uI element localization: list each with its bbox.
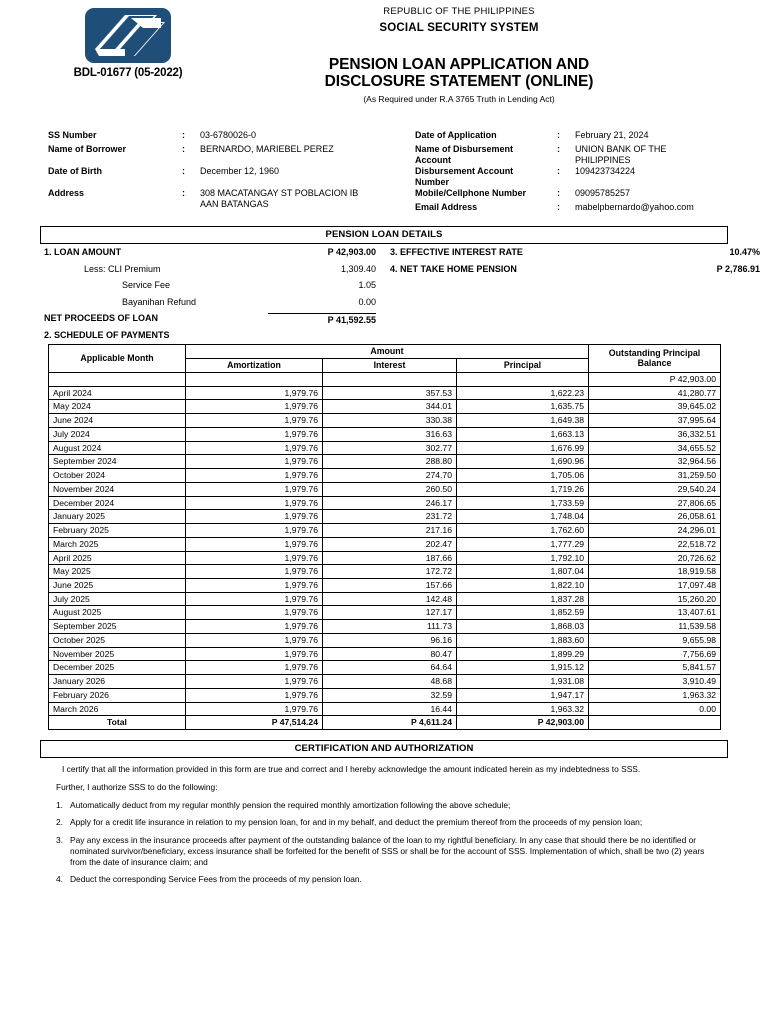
info-label: Name of Disbursement Account bbox=[415, 144, 514, 165]
cell-principal: 1,762.60 bbox=[457, 524, 589, 538]
cell-interest: 260.50 bbox=[323, 482, 457, 496]
sss-logo-icon bbox=[85, 8, 171, 63]
cell-balance: 11,539.58 bbox=[589, 620, 721, 634]
table-row bbox=[49, 510, 721, 524]
certification-header: CERTIFICATION AND AUTHORIZATION bbox=[40, 740, 728, 758]
cell-balance: 26,058.61 bbox=[589, 510, 721, 524]
table-row bbox=[49, 606, 721, 620]
cell-month: August 2025 bbox=[49, 606, 186, 620]
cell-month: November 2024 bbox=[49, 482, 186, 496]
cell-principal: 1,748.04 bbox=[457, 510, 589, 524]
cell-principal: 1,690.96 bbox=[457, 455, 589, 469]
table-row bbox=[49, 386, 721, 400]
cell-month: October 2024 bbox=[49, 469, 186, 483]
certification-item-number: 3. bbox=[56, 835, 63, 846]
info-value: 09095785257 bbox=[575, 188, 631, 198]
info-value: mabelpbernardo@yahoo.com bbox=[575, 202, 694, 212]
certification-paragraph-2: Further, I authorize SSS to do the following: bbox=[56, 781, 218, 792]
info-value: 109423734224 bbox=[575, 166, 636, 176]
cell-amortization: 1,979.76 bbox=[186, 469, 323, 483]
cell-month: February 2025 bbox=[49, 524, 186, 538]
opening-amortization-cell bbox=[186, 372, 323, 386]
cell-balance: 29,540.24 bbox=[589, 482, 721, 496]
table-row bbox=[49, 647, 721, 661]
cell-principal: 1,852.59 bbox=[457, 606, 589, 620]
loan-detail-row bbox=[44, 264, 376, 281]
table-row bbox=[49, 578, 721, 592]
cell-interest: 231.72 bbox=[323, 510, 457, 524]
cell-amortization: 1,979.76 bbox=[186, 441, 323, 455]
schedule-table-head bbox=[49, 345, 721, 373]
table-row bbox=[49, 482, 721, 496]
cell-month: September 2024 bbox=[49, 455, 186, 469]
cell-principal: 1,837.28 bbox=[457, 592, 589, 606]
info-colon: : bbox=[182, 130, 185, 140]
cell-interest: 16.44 bbox=[323, 702, 457, 716]
cell-principal: 1,883.60 bbox=[457, 633, 589, 647]
cell-balance: 41,280.77 bbox=[589, 386, 721, 400]
loan-detail-label: NET PROCEEDS OF LOAN bbox=[44, 313, 159, 323]
th-outstanding-balance bbox=[589, 345, 721, 373]
cell-interest: 344.01 bbox=[323, 400, 457, 414]
certification-item-text: Automatically deduct from my regular monthly pension the required monthly amortization following the above schedule; bbox=[70, 799, 511, 810]
document-title-line2: DISCLOSURE STATEMENT (ONLINE) bbox=[324, 73, 594, 91]
loan-detail-value: 1,309.40 bbox=[340, 263, 376, 274]
cell-amortization: 1,979.76 bbox=[186, 647, 323, 661]
cell-principal: 1,807.04 bbox=[457, 565, 589, 579]
table-row bbox=[49, 524, 721, 538]
cell-interest: 172.72 bbox=[323, 565, 457, 579]
info-value: BERNARDO, MARIEBEL PEREZ bbox=[200, 144, 334, 154]
loan-details-right bbox=[390, 247, 760, 280]
loan-detail-row bbox=[44, 297, 376, 314]
loan-detail-label: 4. NET TAKE HOME PENSION bbox=[390, 263, 517, 274]
total-label-cell: Total bbox=[49, 716, 186, 730]
opening-balance-row bbox=[49, 372, 721, 386]
th-principal: Principal bbox=[457, 358, 589, 372]
cell-month: November 2025 bbox=[49, 647, 186, 661]
cell-month: September 2025 bbox=[49, 620, 186, 634]
agency-name: SOCIAL SECURITY SYSTEM bbox=[379, 22, 539, 34]
cell-month: April 2025 bbox=[49, 551, 186, 565]
table-row bbox=[49, 551, 721, 565]
info-colon: : bbox=[182, 144, 185, 154]
cell-principal: 1,792.10 bbox=[457, 551, 589, 565]
th-balance-line1: Outstanding Principal bbox=[608, 347, 701, 358]
certification-item bbox=[46, 835, 720, 867]
cell-amortization: 1,979.76 bbox=[186, 688, 323, 702]
cell-interest: 246.17 bbox=[323, 496, 457, 510]
cell-balance: 0.00 bbox=[589, 702, 721, 716]
th-amount-group: Amount bbox=[186, 345, 589, 359]
cell-interest: 157.66 bbox=[323, 578, 457, 592]
cell-principal: 1,931.08 bbox=[457, 675, 589, 689]
opening-principal-cell bbox=[457, 372, 589, 386]
cell-balance: 20,726.62 bbox=[589, 551, 721, 565]
loan-detail-value: P 42,903.00 bbox=[327, 247, 376, 257]
cell-interest: 274.70 bbox=[323, 469, 457, 483]
pension-loan-details-header: PENSION LOAN DETAILS bbox=[40, 226, 728, 244]
cell-principal: 1,649.38 bbox=[457, 414, 589, 428]
cell-interest: 111.73 bbox=[323, 620, 457, 634]
certification-item bbox=[46, 817, 720, 828]
table-row bbox=[49, 565, 721, 579]
total-balance-cell bbox=[589, 716, 721, 730]
loan-detail-label: 1. LOAN AMOUNT bbox=[44, 247, 122, 257]
cell-interest: 316.63 bbox=[323, 427, 457, 441]
cell-amortization: 1,979.76 bbox=[186, 455, 323, 469]
table-row bbox=[49, 702, 721, 716]
cell-amortization: 1,979.76 bbox=[186, 414, 323, 428]
certification-item-text: Deduct the corresponding Service Fees from the proceeds of my pension loan. bbox=[70, 874, 362, 885]
info-value: 308 MACATANGAY ST POBLACION IB AAN BATANGAS bbox=[200, 188, 359, 209]
cell-interest: 288.80 bbox=[323, 455, 457, 469]
loan-detail-value: P 41,592.55 bbox=[268, 313, 376, 325]
cell-balance: 31,259.50 bbox=[589, 469, 721, 483]
cell-principal: 1,635.75 bbox=[457, 400, 589, 414]
cell-interest: 302.77 bbox=[323, 441, 457, 455]
form-number: BDL-01677 (05-2022) bbox=[73, 67, 183, 79]
document-title bbox=[190, 56, 728, 91]
loan-detail-value: 1.05 bbox=[358, 280, 376, 290]
info-label: Date of Application bbox=[415, 130, 497, 140]
cell-balance: 7,756.69 bbox=[589, 647, 721, 661]
cell-month: December 2025 bbox=[49, 661, 186, 675]
info-value: UNION BANK OF THE PHILIPPINES bbox=[575, 144, 667, 165]
info-label: Disbursement Account Number bbox=[415, 166, 514, 187]
cell-balance: 1,963.32 bbox=[589, 688, 721, 702]
cell-balance: 18,919.58 bbox=[589, 565, 721, 579]
cell-month: January 2026 bbox=[49, 675, 186, 689]
cell-month: June 2024 bbox=[49, 414, 186, 428]
loan-detail-row bbox=[44, 247, 376, 264]
cell-amortization: 1,979.76 bbox=[186, 675, 323, 689]
cell-amortization: 1,979.76 bbox=[186, 702, 323, 716]
cell-amortization: 1,979.76 bbox=[186, 537, 323, 551]
table-row bbox=[49, 414, 721, 428]
th-balance-line2: Balance bbox=[637, 358, 672, 369]
loan-details-block bbox=[40, 247, 760, 329]
cell-principal: 1,705.06 bbox=[457, 469, 589, 483]
cell-amortization: 1,979.76 bbox=[186, 565, 323, 579]
loan-detail-value: 10.47% bbox=[729, 247, 760, 257]
certification-item-number: 2. bbox=[56, 817, 63, 828]
loan-detail-label: Less: CLI Premium bbox=[84, 263, 161, 274]
certification-block bbox=[40, 740, 728, 885]
schedule-of-payments-table bbox=[48, 344, 721, 730]
loan-detail-row bbox=[44, 313, 376, 330]
table-row bbox=[49, 400, 721, 414]
table-header-row-1 bbox=[49, 345, 721, 359]
certification-item-text: Pay any excess in the insurance proceeds after payment of the outstanding balance of the loan to my rightful beneficiary. In any case that should there be no identified or nominated survivor/beneficiary, excess insurance shall be forfeited for the benefit of SSS or shall be for the account of SSS. Implementation of which, shall be two (2) years from the date of insurance claim; and bbox=[70, 835, 705, 867]
cell-balance: 5,841.57 bbox=[589, 661, 721, 675]
cell-month: March 2025 bbox=[49, 537, 186, 551]
cell-interest: 32.59 bbox=[323, 688, 457, 702]
schedule-of-payments-label: 2. SCHEDULE OF PAYMENTS bbox=[44, 330, 170, 340]
opening-interest-cell bbox=[323, 372, 457, 386]
table-row bbox=[49, 620, 721, 634]
cell-month: October 2025 bbox=[49, 633, 186, 647]
cell-balance: 37,995.64 bbox=[589, 414, 721, 428]
total-principal-cell: P 42,903.00 bbox=[457, 716, 589, 730]
cell-balance: 9,655.98 bbox=[589, 633, 721, 647]
document-subtitle: (As Required under R.A 3765 Truth in Lending Act) bbox=[363, 93, 555, 104]
cell-balance: 39,645.02 bbox=[589, 400, 721, 414]
document-title-line1: PENSION LOAN APPLICATION AND bbox=[328, 56, 590, 73]
certification-body bbox=[40, 764, 728, 885]
cell-amortization: 1,979.76 bbox=[186, 496, 323, 510]
cell-balance: 34,655.52 bbox=[589, 441, 721, 455]
cell-month: August 2024 bbox=[49, 441, 186, 455]
info-colon: : bbox=[182, 188, 185, 198]
loan-details-left bbox=[44, 247, 376, 330]
info-value: February 21, 2024 bbox=[575, 130, 649, 140]
info-label: Date of Birth bbox=[48, 166, 102, 176]
cell-amortization: 1,979.76 bbox=[186, 606, 323, 620]
th-amortization: Amortization bbox=[186, 358, 323, 372]
cell-month: December 2024 bbox=[49, 496, 186, 510]
cell-interest: 217.16 bbox=[323, 524, 457, 538]
cell-balance: 17,097.48 bbox=[589, 578, 721, 592]
borrower-info bbox=[40, 130, 728, 226]
cell-balance: 22,518.72 bbox=[589, 537, 721, 551]
cell-principal: 1,777.29 bbox=[457, 537, 589, 551]
certification-paragraph-1: I certify that all the information provided in this form are true and correct and I hereby acknowledge the amount indicated herein as my indebtedness to SSS. bbox=[62, 764, 641, 775]
cell-amortization: 1,979.76 bbox=[186, 482, 323, 496]
loan-detail-value: 0.00 bbox=[358, 296, 376, 307]
loan-detail-row bbox=[390, 264, 760, 281]
info-label: SS Number bbox=[48, 130, 97, 140]
cell-amortization: 1,979.76 bbox=[186, 400, 323, 414]
cell-amortization: 1,979.76 bbox=[186, 661, 323, 675]
certification-item-number: 4. bbox=[56, 874, 63, 885]
total-interest-cell: P 4,611.24 bbox=[323, 716, 457, 730]
loan-detail-row bbox=[390, 247, 760, 264]
cell-amortization: 1,979.76 bbox=[186, 510, 323, 524]
cell-interest: 96.16 bbox=[323, 633, 457, 647]
cell-amortization: 1,979.76 bbox=[186, 578, 323, 592]
table-row bbox=[49, 661, 721, 675]
certification-item bbox=[46, 800, 720, 811]
cell-amortization: 1,979.76 bbox=[186, 551, 323, 565]
cell-principal: 1,868.03 bbox=[457, 620, 589, 634]
opening-month-cell bbox=[49, 372, 186, 386]
loan-detail-value: P 2,786.91 bbox=[716, 263, 760, 274]
sss-logo-block bbox=[48, 8, 208, 79]
table-row bbox=[49, 675, 721, 689]
cell-month: April 2024 bbox=[49, 386, 186, 400]
table-row bbox=[49, 469, 721, 483]
schedule-table-body bbox=[49, 372, 721, 715]
table-row bbox=[49, 455, 721, 469]
table-row bbox=[49, 427, 721, 441]
loan-detail-label: Service Fee bbox=[122, 280, 171, 290]
cell-interest: 80.47 bbox=[323, 647, 457, 661]
cell-interest: 187.66 bbox=[323, 551, 457, 565]
cell-interest: 357.53 bbox=[323, 386, 457, 400]
info-colon: : bbox=[557, 166, 560, 176]
table-row bbox=[49, 441, 721, 455]
cell-amortization: 1,979.76 bbox=[186, 620, 323, 634]
cell-amortization: 1,979.76 bbox=[186, 386, 323, 400]
cell-balance: 13,407.61 bbox=[589, 606, 721, 620]
total-row bbox=[49, 716, 721, 730]
cell-principal: 1,915.12 bbox=[457, 661, 589, 675]
cell-month: March 2026 bbox=[49, 702, 186, 716]
cell-balance: 24,296.01 bbox=[589, 524, 721, 538]
cell-balance: 3,910.49 bbox=[589, 675, 721, 689]
table-row bbox=[49, 537, 721, 551]
cell-principal: 1,963.32 bbox=[457, 702, 589, 716]
certification-item-number: 1. bbox=[56, 799, 63, 810]
info-colon: : bbox=[557, 130, 560, 140]
cell-interest: 64.64 bbox=[323, 661, 457, 675]
info-colon: : bbox=[557, 188, 560, 198]
cell-month: May 2025 bbox=[49, 565, 186, 579]
cell-balance: 32,964.56 bbox=[589, 455, 721, 469]
info-label: Mobile/Cellphone Number bbox=[415, 188, 527, 198]
info-colon: : bbox=[557, 202, 560, 212]
info-value: 03-6780026-0 bbox=[200, 130, 257, 140]
info-colon: : bbox=[182, 166, 185, 176]
cell-principal: 1,622.23 bbox=[457, 386, 589, 400]
cell-month: May 2024 bbox=[49, 400, 186, 414]
cell-principal: 1,719.26 bbox=[457, 482, 589, 496]
cell-month: February 2026 bbox=[49, 688, 186, 702]
cell-amortization: 1,979.76 bbox=[186, 427, 323, 441]
cell-principal: 1,899.29 bbox=[457, 647, 589, 661]
cell-interest: 127.17 bbox=[323, 606, 457, 620]
schedule-table-foot bbox=[49, 716, 721, 730]
cell-principal: 1,733.59 bbox=[457, 496, 589, 510]
cell-principal: 1,947.17 bbox=[457, 688, 589, 702]
cell-amortization: 1,979.76 bbox=[186, 633, 323, 647]
info-value: December 12, 1960 bbox=[200, 166, 280, 176]
cell-interest: 48.68 bbox=[323, 675, 457, 689]
cell-month: January 2025 bbox=[49, 510, 186, 524]
cell-balance: 15,260.20 bbox=[589, 592, 721, 606]
cell-principal: 1,663.13 bbox=[457, 427, 589, 441]
cell-interest: 330.38 bbox=[323, 414, 457, 428]
loan-detail-label: Bayanihan Refund bbox=[122, 296, 197, 307]
table-row bbox=[49, 496, 721, 510]
info-label: Email Address bbox=[415, 202, 478, 212]
cell-balance: 36,332.51 bbox=[589, 427, 721, 441]
table-row bbox=[49, 688, 721, 702]
certification-items bbox=[46, 800, 720, 886]
cell-interest: 142.48 bbox=[323, 592, 457, 606]
certification-item-text: Apply for a credit life insurance in relation to my pension loan, for and in my behalf, and deduct the premium thereof from the proceeds of my pension loan; bbox=[70, 817, 643, 828]
cell-amortization: 1,979.76 bbox=[186, 524, 323, 538]
header-titles bbox=[190, 6, 728, 104]
cell-interest: 202.47 bbox=[323, 537, 457, 551]
document-header bbox=[40, 0, 728, 128]
cell-amortization: 1,979.76 bbox=[186, 592, 323, 606]
opening-balance-cell: P 42,903.00 bbox=[589, 372, 721, 386]
cell-month: July 2024 bbox=[49, 427, 186, 441]
cell-balance: 27,806.65 bbox=[589, 496, 721, 510]
republic-line: REPUBLIC OF THE PHILIPPINES bbox=[383, 6, 535, 17]
cell-principal: 1,676.99 bbox=[457, 441, 589, 455]
th-interest: Interest bbox=[323, 358, 457, 372]
cell-principal: 1,822.10 bbox=[457, 578, 589, 592]
loan-detail-label: 3. EFFECTIVE INTEREST RATE bbox=[390, 247, 523, 257]
info-label: Address bbox=[48, 188, 85, 198]
info-label: Name of Borrower bbox=[48, 144, 127, 154]
info-colon: : bbox=[557, 144, 560, 154]
certification-item bbox=[46, 874, 720, 885]
loan-detail-row bbox=[44, 280, 376, 297]
cell-month: July 2025 bbox=[49, 592, 186, 606]
th-applicable-month: Applicable Month bbox=[49, 345, 186, 373]
table-row bbox=[49, 633, 721, 647]
total-amortization-cell: P 47,514.24 bbox=[186, 716, 323, 730]
table-row bbox=[49, 592, 721, 606]
cell-month: June 2025 bbox=[49, 578, 186, 592]
